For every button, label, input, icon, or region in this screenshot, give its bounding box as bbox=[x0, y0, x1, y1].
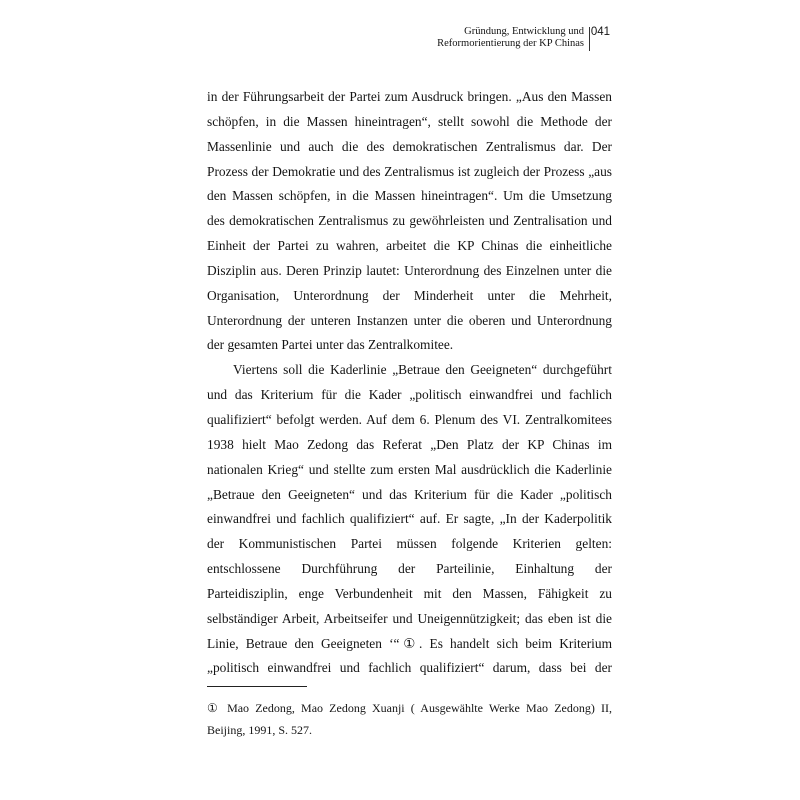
text-line: „Betraue den Geeigneten“ und das Kriterium für die Kader „politisch bbox=[207, 486, 612, 502]
text-line: und das Kriterium für die Kader „politisch einwandfrei und fachlich bbox=[207, 387, 612, 403]
text-line: Parteidisziplin, enge Verbundenheit mit den Massen, Fähigkeit zu bbox=[207, 585, 612, 601]
text-line: entschlossene Durchführung der Parteilinie, Einhaltung der bbox=[207, 561, 612, 577]
paragraph-2 bbox=[207, 358, 612, 681]
text-line: Disziplin aus. Deren Prinzip lautet: Unterordnung des Einzelnen unter die bbox=[207, 262, 612, 278]
footnote-divider bbox=[207, 686, 307, 687]
text-line: einwandfrei und fachlich qualifiziert“ auf. Er sagte, „In der Kaderpolitik bbox=[207, 511, 612, 527]
text-line: qualifiziert“ befolgt werden. Auf dem 6. Plenum des VI. Zentralkomitees bbox=[207, 411, 612, 427]
running-header bbox=[420, 26, 610, 52]
running-title bbox=[437, 26, 584, 50]
text-line: Prozess der Demokratie und des Zentralismus ist zugleich der Prozess „aus bbox=[207, 163, 612, 179]
text-line: Organisation, Unterordnung der Minderheit unter die Mehrheit, bbox=[207, 287, 612, 303]
text-line: 1938 hielt Mao Zedong das Referat „Den Platz der KP Chinas im bbox=[207, 436, 612, 452]
text-line: „politisch einwandfrei und fachlich qualifiziert“ darum, dass bei der bbox=[207, 660, 612, 676]
body-text bbox=[207, 85, 612, 681]
running-title-line-1: Gründung, Entwicklung und bbox=[464, 26, 584, 37]
text-line: Massenlinie und auch die des demokratischen Zentralismus dar. Der bbox=[207, 138, 612, 154]
paragraph-1 bbox=[207, 85, 612, 358]
text-line: selbständiger Arbeit, Arbeitseifer und Uneigennützigkeit; das eben ist die bbox=[207, 610, 612, 626]
text-line: der Kommunistischen Partei müssen folgende Kriterien gelten: bbox=[207, 536, 612, 552]
text-line: der gesamten Partei unter das Zentralkomitee. bbox=[207, 337, 454, 353]
footnotes bbox=[207, 697, 612, 741]
text-line: schöpfen, in die Massen hineintragen“, stellt sowohl die Methode der bbox=[207, 113, 612, 129]
text-line: nationalen Krieg“ und stellte zum ersten Mal ausdrücklich die Kaderlinie bbox=[207, 461, 612, 477]
text-line: Unterordnung der unteren Instanzen unter die oberen und Unterordnung bbox=[207, 312, 612, 328]
running-title-line-2: Reformorientierung der KP Chinas bbox=[437, 38, 584, 49]
page-number: 041 bbox=[590, 26, 610, 38]
text-line: Viertens soll die Kaderlinie „Betraue den Geeigneten“ durchgeführt bbox=[233, 362, 612, 378]
text-line: den Massen schöpfen, in die Massen hineintragen“. Um die Umsetzung bbox=[207, 188, 612, 204]
footnote-line: ① Mao Zedong, Mao Zedong Xuanji ( Ausgewählte Werke Mao Zedong) II, bbox=[207, 701, 612, 715]
text-line: in der Führungsarbeit der Partei zum Ausdruck bringen. „Aus den Massen bbox=[207, 89, 612, 104]
text-line: Linie, Betraue den Geeigneten ‘“①. Es handelt sich beim Kriterium bbox=[207, 635, 612, 651]
footnote-line: Beijing, 1991, S. 527. bbox=[207, 723, 313, 737]
text-line: Einheit der Partei zu wahren, arbeitet die KP Chinas die einheitliche bbox=[207, 238, 612, 254]
text-line: des demokratischen Zentralismus zu gewöhrleisten und Zentralisation und bbox=[207, 213, 612, 229]
